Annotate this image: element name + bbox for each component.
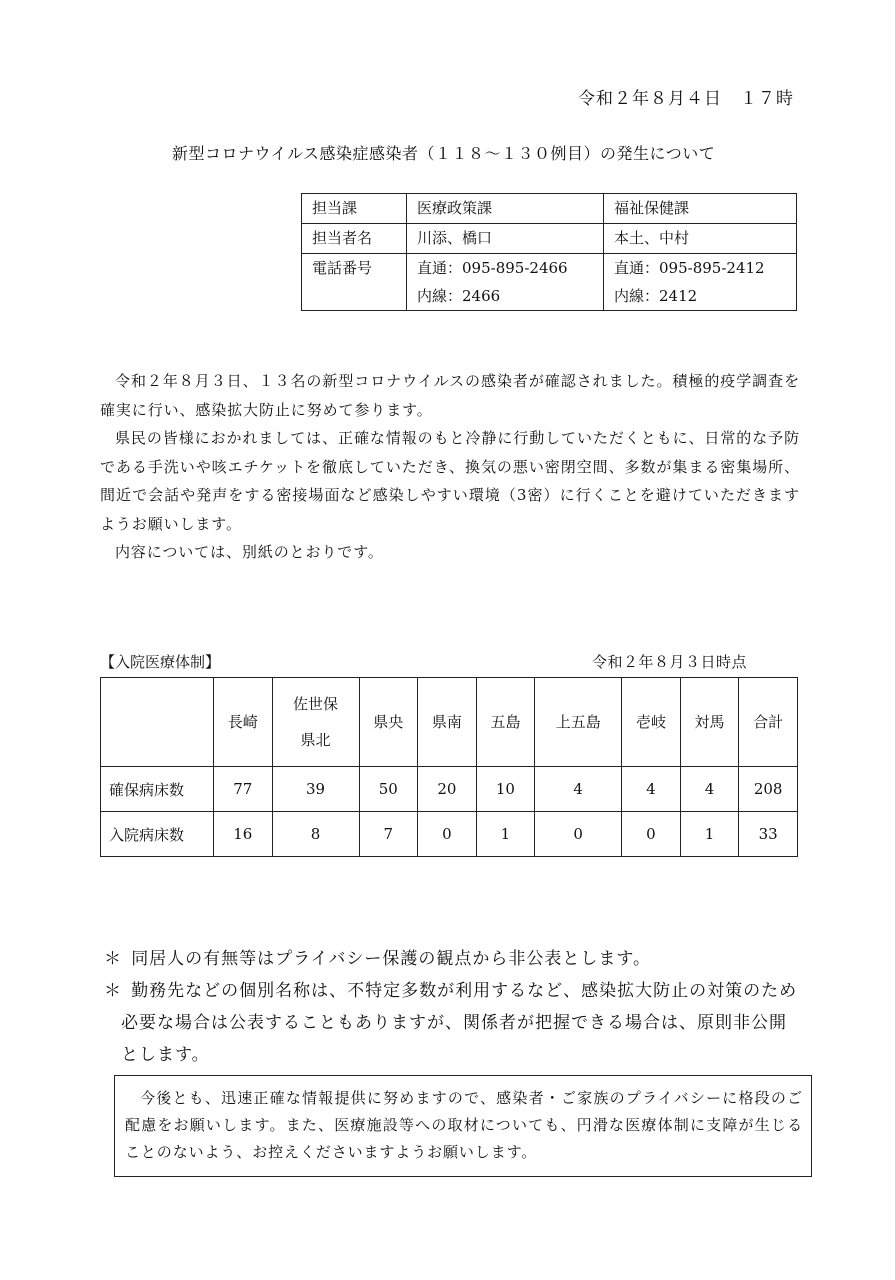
table-cell: 4 xyxy=(622,767,681,812)
table-cell: 33 xyxy=(739,812,798,857)
note-2 xyxy=(104,975,804,1071)
dept1-name: 医療政策課 xyxy=(407,194,604,224)
contact-label-persons: 担当者名 xyxy=(302,224,407,254)
row-label-secured-beds: 確保病床数 xyxy=(101,767,214,812)
body-text xyxy=(100,367,800,567)
header-kamigoto: 上五島 xyxy=(535,678,622,767)
table-cell: 1 xyxy=(476,812,535,857)
contact-label-dept: 担当課 xyxy=(302,194,407,224)
contact-row-persons xyxy=(302,224,797,254)
table-cell: 0 xyxy=(535,812,622,857)
table-cell: 8 xyxy=(272,812,359,857)
header-sasebo-kenpoku xyxy=(272,678,359,767)
row-label-inpatient-beds: 入院病床数 xyxy=(101,812,214,857)
table-cell: 7 xyxy=(359,812,418,857)
release-date: 令和２年８月４日 １７時 xyxy=(578,89,794,109)
hospital-beds-table xyxy=(100,677,798,857)
dept1-persons: 川添、橋口 xyxy=(407,224,604,254)
note-1-mark: ＊ xyxy=(104,949,122,969)
request-text: 今後とも、迅速正確な情報提供に努めますので、感染者・ご家族のプライバシーに格段のご配慮をお願いします。また、医療施設等への取材についても、円滑な医療体制に支障が生じることのないよう、お控えくださいますようお願いします。 xyxy=(125,1089,803,1161)
body-paragraph-1: 令和２年８月３日、１３名の新型コロナウイルスの感染者が確認されました。積極的疫学調査を確実に行い、感染拡大防止に努めて参ります。 xyxy=(100,372,800,419)
table-cell: 0 xyxy=(418,812,477,857)
header-kennan: 県南 xyxy=(418,678,477,767)
note-2-text: 勤務先などの個別名称は、不特定多数が利用するなど、感染拡大防止の対策のため必要な場合は公表することもありますが、関係者が把握できる場合は、原則非公開とします。 xyxy=(121,981,798,1065)
dept2-name: 福祉保健課 xyxy=(604,194,797,224)
contact-row-dept xyxy=(302,194,797,224)
document-title: 新型コロナウイルス感染症感染者（１１８～１３０例目）の発生について xyxy=(172,144,716,163)
header-corner-cell xyxy=(101,678,214,767)
dept2-ext: 内線：2412 xyxy=(614,287,698,305)
table-row xyxy=(101,767,798,812)
header-sasebo: 佐世保 xyxy=(293,695,339,713)
dept2-phone: 直通：095-895-2412 xyxy=(614,259,765,277)
body-paragraph-2: 県民の皆様におかれましては、正確な情報のもと冷静に行動していただくともに、日常的な予防である手洗いや咳エチケットを徹底していただき、換気の悪い密閉空間、多数が集まる密集場所、間近で会話や発声をする密接場面など感染しやすい環境（3密）に行くことを避けていただきますようお願いします。 xyxy=(100,429,800,533)
table-cell: 4 xyxy=(535,767,622,812)
hospital-section-title: 【入院医療体制】 xyxy=(100,653,221,671)
header-tsushima: 対馬 xyxy=(680,678,739,767)
table-cell: 50 xyxy=(359,767,418,812)
table-cell: 4 xyxy=(680,767,739,812)
request-box xyxy=(114,1075,812,1177)
table-cell: 39 xyxy=(272,767,359,812)
contact-label-phone: 電話番号 xyxy=(302,254,407,311)
table-cell: 10 xyxy=(476,767,535,812)
header-iki: 壱岐 xyxy=(622,678,681,767)
hospital-header-row xyxy=(101,678,798,767)
dept2-phone-cell xyxy=(604,254,797,311)
table-cell: 77 xyxy=(214,767,273,812)
hospital-as-of-date: 令和２年８月３日時点 xyxy=(592,653,748,671)
table-cell: 16 xyxy=(214,812,273,857)
table-cell: 208 xyxy=(739,767,798,812)
dept2-persons: 本土、中村 xyxy=(604,224,797,254)
dept1-phone-cell xyxy=(407,254,604,311)
header-kenpoku: 県北 xyxy=(300,731,331,749)
header-total: 合計 xyxy=(739,678,798,767)
dept1-phone: 直通：095-895-2466 xyxy=(417,259,568,277)
header-kenou: 県央 xyxy=(359,678,418,767)
table-row xyxy=(101,812,798,857)
header-nagasaki: 長崎 xyxy=(214,678,273,767)
contact-row-phone xyxy=(302,254,797,311)
note-1-text: 同居人の有無等はプライバシー保護の観点から非公表とします。 xyxy=(131,949,651,969)
table-cell: 1 xyxy=(680,812,739,857)
dept1-ext: 内線：2466 xyxy=(417,287,501,305)
contact-table xyxy=(301,193,797,311)
notes xyxy=(104,943,804,1071)
note-2-mark: ＊ xyxy=(104,981,122,1001)
body-paragraph-3: 内容については、別紙のとおりです。 xyxy=(115,543,384,561)
table-cell: 20 xyxy=(418,767,477,812)
header-goto: 五島 xyxy=(476,678,535,767)
note-1 xyxy=(104,943,804,975)
table-cell: 0 xyxy=(622,812,681,857)
